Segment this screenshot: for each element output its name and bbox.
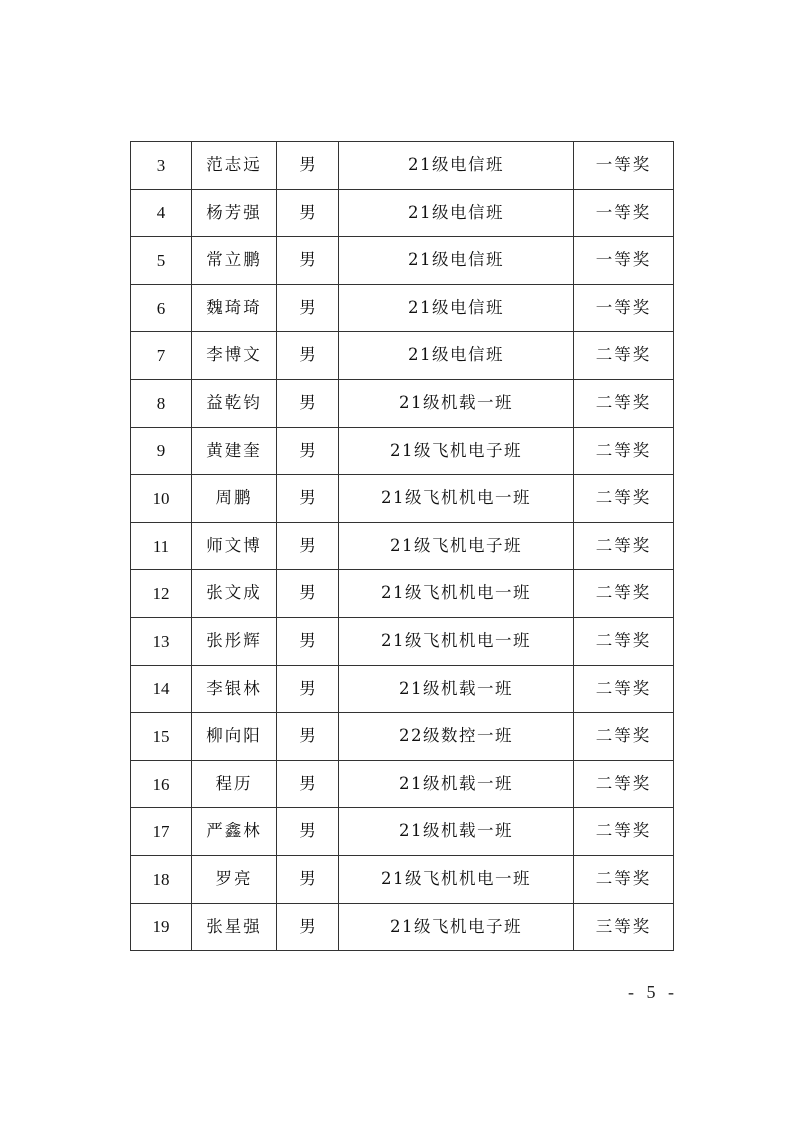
cell-award: 二等奖 bbox=[574, 427, 674, 475]
table-row bbox=[131, 237, 674, 285]
cell-class: 21级飞机电子班 bbox=[339, 427, 574, 475]
cell-award: 二等奖 bbox=[574, 617, 674, 665]
table-row bbox=[131, 665, 674, 713]
cell-number: 14 bbox=[131, 665, 192, 713]
table-row bbox=[131, 142, 674, 190]
table-row bbox=[131, 713, 674, 761]
cell-number: 6 bbox=[131, 284, 192, 332]
table-row bbox=[131, 903, 674, 951]
cell-student-name: 杨芳强 bbox=[192, 189, 277, 237]
cell-award: 二等奖 bbox=[574, 570, 674, 618]
cell-award: 二等奖 bbox=[574, 379, 674, 427]
cell-student-name: 张文成 bbox=[192, 570, 277, 618]
cell-gender: 男 bbox=[277, 189, 339, 237]
table-row bbox=[131, 808, 674, 856]
cell-class: 21级飞机机电一班 bbox=[339, 617, 574, 665]
cell-student-name: 柳向阳 bbox=[192, 713, 277, 761]
cell-class: 21级电信班 bbox=[339, 332, 574, 380]
cell-student-name: 张彤辉 bbox=[192, 617, 277, 665]
cell-award: 一等奖 bbox=[574, 142, 674, 190]
cell-gender: 男 bbox=[277, 332, 339, 380]
cell-class: 21级飞机电子班 bbox=[339, 903, 574, 951]
table-row bbox=[131, 284, 674, 332]
cell-number: 3 bbox=[131, 142, 192, 190]
cell-gender: 男 bbox=[277, 903, 339, 951]
cell-class: 21级飞机机电一班 bbox=[339, 475, 574, 523]
table-row bbox=[131, 189, 674, 237]
cell-student-name: 益乾钧 bbox=[192, 379, 277, 427]
cell-student-name: 李博文 bbox=[192, 332, 277, 380]
cell-number: 17 bbox=[131, 808, 192, 856]
table-row bbox=[131, 332, 674, 380]
cell-number: 12 bbox=[131, 570, 192, 618]
cell-award: 一等奖 bbox=[574, 237, 674, 285]
cell-award: 三等奖 bbox=[574, 903, 674, 951]
cell-gender: 男 bbox=[277, 713, 339, 761]
cell-award: 二等奖 bbox=[574, 332, 674, 380]
cell-award: 二等奖 bbox=[574, 855, 674, 903]
cell-gender: 男 bbox=[277, 570, 339, 618]
table-row bbox=[131, 855, 674, 903]
cell-class: 21级机载一班 bbox=[339, 665, 574, 713]
table-row bbox=[131, 570, 674, 618]
cell-gender: 男 bbox=[277, 142, 339, 190]
cell-gender: 男 bbox=[277, 237, 339, 285]
cell-student-name: 程历 bbox=[192, 760, 277, 808]
table-row bbox=[131, 475, 674, 523]
cell-class: 21级飞机机电一班 bbox=[339, 570, 574, 618]
table-row bbox=[131, 522, 674, 570]
cell-class: 22级数控一班 bbox=[339, 713, 574, 761]
cell-number: 9 bbox=[131, 427, 192, 475]
cell-gender: 男 bbox=[277, 617, 339, 665]
award-table-body bbox=[131, 142, 674, 951]
cell-gender: 男 bbox=[277, 284, 339, 332]
cell-gender: 男 bbox=[277, 475, 339, 523]
cell-award: 二等奖 bbox=[574, 475, 674, 523]
cell-student-name: 周鹏 bbox=[192, 475, 277, 523]
cell-gender: 男 bbox=[277, 522, 339, 570]
cell-award: 一等奖 bbox=[574, 189, 674, 237]
award-table bbox=[130, 141, 674, 951]
page-number: - 5 - bbox=[628, 982, 678, 1002]
cell-student-name: 严鑫林 bbox=[192, 808, 277, 856]
cell-class: 21级机载一班 bbox=[339, 379, 574, 427]
cell-class: 21级机载一班 bbox=[339, 760, 574, 808]
cell-class: 21级飞机机电一班 bbox=[339, 855, 574, 903]
cell-class: 21级飞机电子班 bbox=[339, 522, 574, 570]
cell-student-name: 罗亮 bbox=[192, 855, 277, 903]
cell-number: 5 bbox=[131, 237, 192, 285]
cell-student-name: 魏琦琦 bbox=[192, 284, 277, 332]
cell-student-name: 黄建奎 bbox=[192, 427, 277, 475]
cell-number: 7 bbox=[131, 332, 192, 380]
cell-student-name: 张星强 bbox=[192, 903, 277, 951]
cell-award: 二等奖 bbox=[574, 665, 674, 713]
cell-number: 10 bbox=[131, 475, 192, 523]
cell-student-name: 李银林 bbox=[192, 665, 277, 713]
cell-award: 二等奖 bbox=[574, 808, 674, 856]
cell-class: 21级机载一班 bbox=[339, 808, 574, 856]
table-row bbox=[131, 427, 674, 475]
cell-gender: 男 bbox=[277, 855, 339, 903]
cell-number: 8 bbox=[131, 379, 192, 427]
table-row bbox=[131, 760, 674, 808]
cell-class: 21级电信班 bbox=[339, 237, 574, 285]
cell-gender: 男 bbox=[277, 760, 339, 808]
cell-student-name: 范志远 bbox=[192, 142, 277, 190]
cell-student-name: 常立鹏 bbox=[192, 237, 277, 285]
cell-award: 一等奖 bbox=[574, 284, 674, 332]
cell-gender: 男 bbox=[277, 379, 339, 427]
cell-number: 15 bbox=[131, 713, 192, 761]
cell-number: 13 bbox=[131, 617, 192, 665]
cell-number: 16 bbox=[131, 760, 192, 808]
table-row bbox=[131, 379, 674, 427]
cell-number: 19 bbox=[131, 903, 192, 951]
cell-number: 11 bbox=[131, 522, 192, 570]
cell-award: 二等奖 bbox=[574, 522, 674, 570]
cell-class: 21级电信班 bbox=[339, 142, 574, 190]
cell-class: 21级电信班 bbox=[339, 284, 574, 332]
cell-class: 21级电信班 bbox=[339, 189, 574, 237]
table-row bbox=[131, 617, 674, 665]
cell-gender: 男 bbox=[277, 665, 339, 713]
cell-gender: 男 bbox=[277, 427, 339, 475]
cell-award: 二等奖 bbox=[574, 760, 674, 808]
cell-gender: 男 bbox=[277, 808, 339, 856]
cell-student-name: 师文博 bbox=[192, 522, 277, 570]
cell-award: 二等奖 bbox=[574, 713, 674, 761]
cell-number: 4 bbox=[131, 189, 192, 237]
cell-number: 18 bbox=[131, 855, 192, 903]
